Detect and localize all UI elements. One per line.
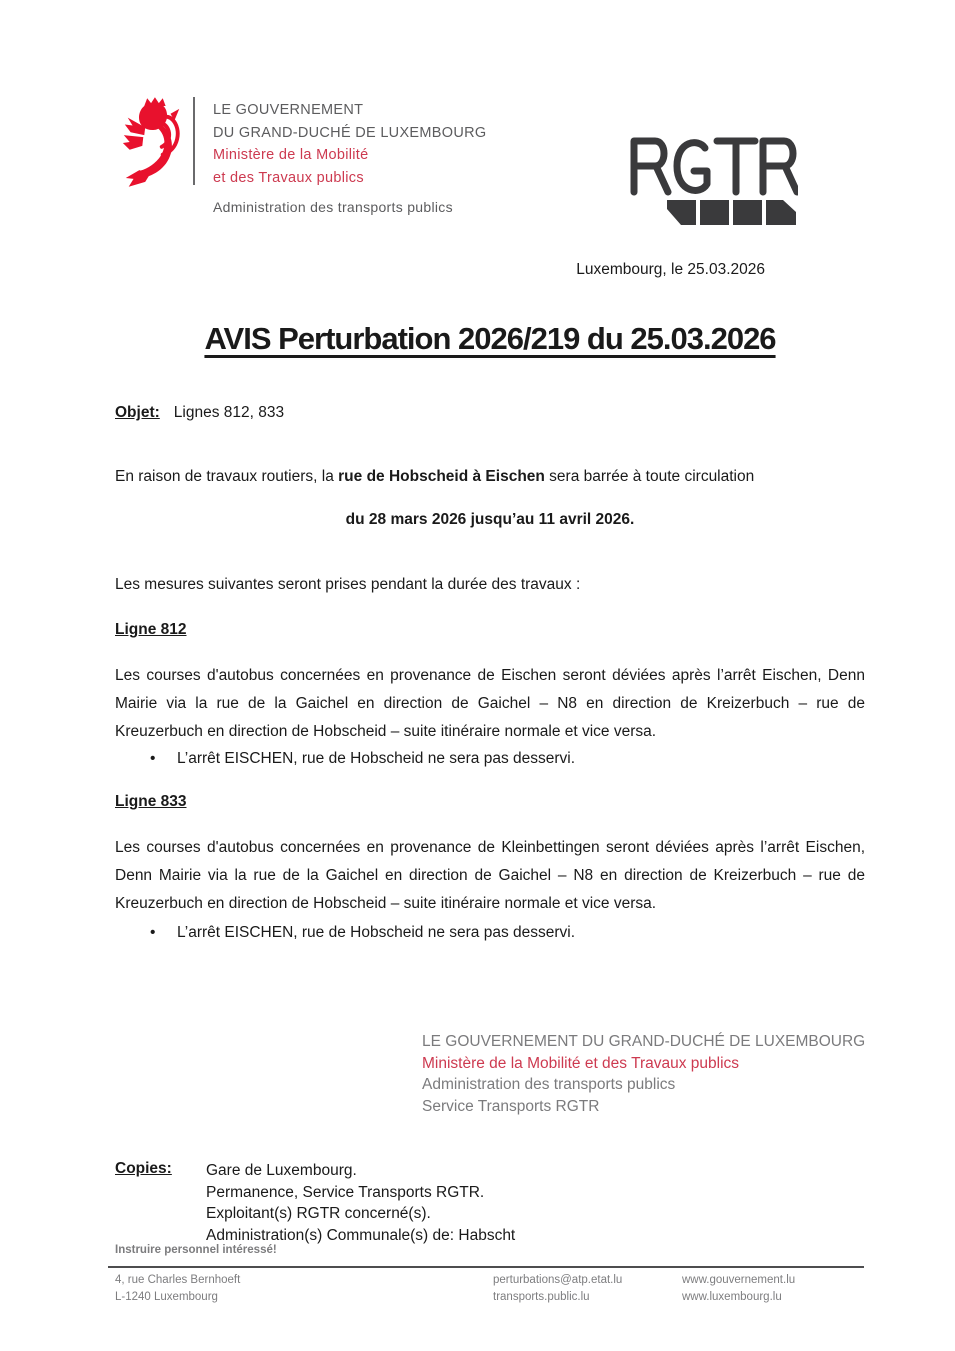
footer-email: perturbations@atp.etat.lu (493, 1274, 623, 1286)
footer-address-line2: L-1240 Luxembourg (115, 1291, 218, 1303)
date-line: Luxembourg, le 25.03.2026 (576, 261, 765, 278)
document-title: AVIS Perturbation 2026/219 du 25.03.2026 (204, 321, 776, 356)
signature-line1: LE GOUVERNEMENT DU GRAND-DUCHÉ DE LUXEMBOURG (422, 1033, 866, 1050)
bullet-ligne-833 (115, 924, 865, 942)
bullet-icon: • (150, 750, 156, 767)
footer-note: Instruire personnel intéressé! (115, 1244, 277, 1256)
objet-row (115, 404, 865, 422)
rgtr-bus-icon (667, 200, 796, 225)
objet-label: Objet: (115, 404, 160, 421)
footer-site-luxembourg: www.luxembourg.lu (682, 1291, 782, 1303)
signature-line2: Ministère de la Mobilité et des Travaux publics (422, 1054, 740, 1072)
section-heading-ligne-812: Ligne 812 (115, 621, 187, 638)
objet-value: Lignes 812, 833 (173, 404, 285, 421)
copies-item: Gare de Luxembourg. (206, 1162, 357, 1179)
footer-web (682, 1272, 795, 1306)
measures-intro: Les mesures suivantes seront prises pendant la durée des travaux : (115, 576, 581, 593)
rgtr-letters-icon (634, 141, 797, 192)
signature-line3: Administration des transports publics (422, 1076, 676, 1093)
intro-bold-street: rue de Hobscheid à Eischen (338, 468, 545, 485)
signature-line4: Service Transports RGTR (422, 1097, 600, 1115)
administration-line: Administration des transports publics (213, 199, 453, 215)
footer-site-gouvernement: www.gouvernement.lu (682, 1274, 796, 1286)
ministry-line1: Ministère de la Mobilité (213, 147, 369, 163)
footer-divider (108, 1266, 864, 1268)
footer-contact (493, 1272, 622, 1306)
bullet-text: L’arrêt EISCHEN, rue de Hobscheid ne sera pas desservi. (177, 924, 576, 941)
logo-divider (193, 97, 195, 185)
copies-block (115, 1160, 865, 1246)
section-paragraph-ligne-833: Les courses d'autobus concernées en provenance de Kleinbettingen seront déviées après l’arrêt Eischen, Denn Mairie via la rue de la Gaichel en direction de Gaichel – N8 en direction de Kreizerbuch – rue de Kreuzerbuch en direction de Hobscheid – suite itinéraire normale et vice versa. (115, 839, 865, 912)
luxembourg-lion-icon (118, 93, 188, 194)
bullet-icon: • (150, 924, 156, 941)
gov-line2: DU GRAND-DUCHÉ DE LUXEMBOURG (213, 124, 487, 141)
copies-item: Administration(s) Communale(s) de: Habscht (206, 1226, 516, 1244)
section-paragraph-ligne-812: Les courses d'autobus concernées en provenance de Eischen seront déviées après l’arrêt Eischen, Denn Mairie via la rue de la Gaichel en direction de Gaichel – N8 en direction de Kreizerbuch – rue de Kreuzerbuch en direction de Hobscheid – suite itinéraire normale et vice versa. (115, 667, 865, 740)
signature-block (422, 1031, 865, 1117)
footer-site-transports: transports.public.lu (493, 1291, 590, 1303)
rgtr-logo (628, 135, 798, 232)
footer-address (115, 1272, 240, 1306)
copies-item: Permanence, Service Transports RGTR. (206, 1183, 485, 1201)
bullet-text: L’arrêt EISCHEN, rue de Hobscheid ne sera pas desservi. (177, 750, 576, 767)
copies-label: Copies: (115, 1160, 172, 1177)
bullet-ligne-812 (115, 750, 865, 768)
closure-period: du 28 mars 2026 jusqu’au 11 avril 2026. (345, 511, 635, 528)
copies-item: Exploitant(s) RGTR concerné(s). (206, 1205, 431, 1222)
intro-after: sera barrée à toute circulation (544, 468, 755, 485)
footer-address-line1: 4, rue Charles Bernhoeft (115, 1274, 241, 1286)
ministry-line2: et des Travaux publics (213, 169, 364, 186)
government-wordmark (213, 99, 486, 189)
intro-before: En raison de travaux routiers, la (115, 468, 339, 485)
intro-paragraph (115, 468, 865, 486)
gov-line1: LE GOUVERNEMENT (213, 102, 364, 118)
section-heading-ligne-833: Ligne 833 (115, 793, 187, 810)
